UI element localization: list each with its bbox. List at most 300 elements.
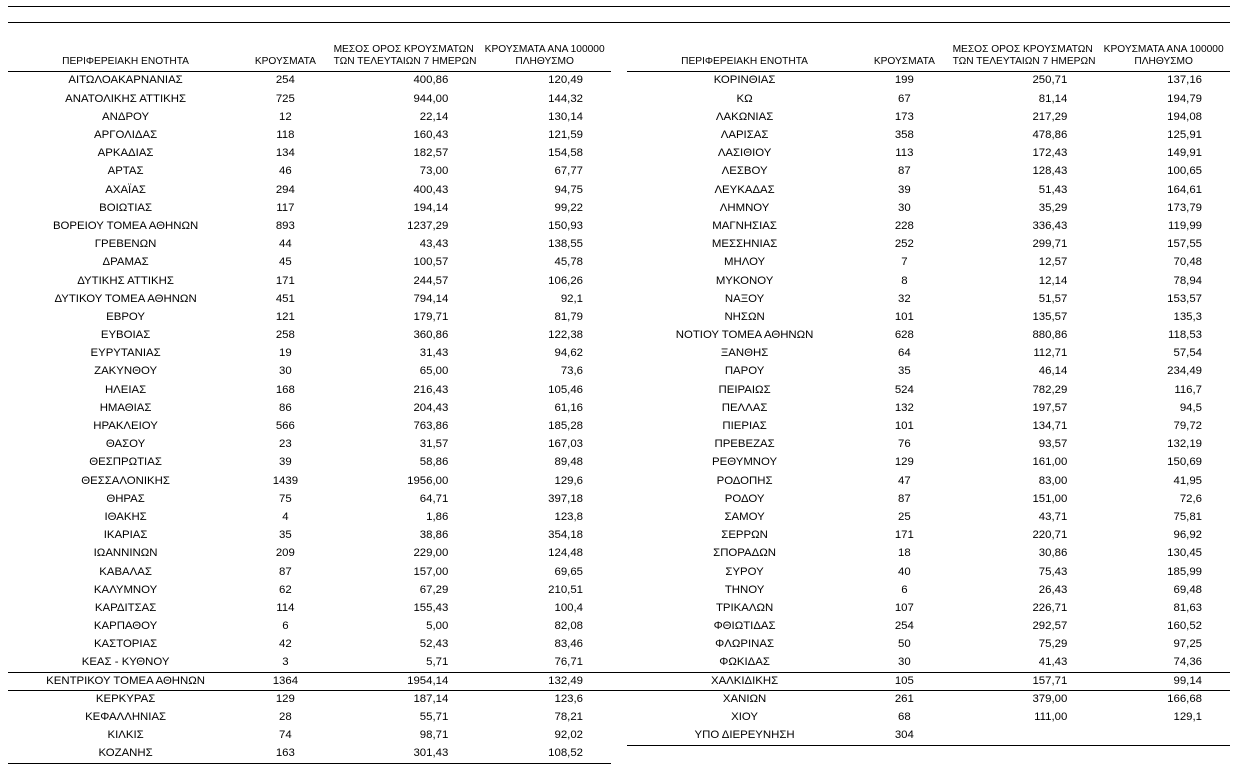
- cell-regional-unit: ΚΑΛΥΜΝΟΥ: [8, 581, 243, 599]
- cell-average-7days: 12,14: [947, 272, 1098, 290]
- cell-average-7days: 135,57: [947, 309, 1098, 327]
- tables-container: [0, 44, 1238, 764]
- cell-average-7days: 1,86: [328, 509, 479, 527]
- cell-regional-unit: ΗΡΑΚΛΕΙΟΥ: [8, 418, 243, 436]
- cell-average-7days: 244,57: [328, 272, 479, 290]
- cell-per-100000: 73,6: [478, 363, 611, 381]
- cases-table-right: [627, 44, 1230, 764]
- cell-cases: 173: [862, 108, 946, 126]
- cell-per-100000: 137,16: [1097, 72, 1230, 91]
- cell-average-7days: 51,43: [947, 181, 1098, 199]
- cell-cases: 62: [243, 581, 327, 599]
- cell-average-7days: 64,71: [328, 490, 479, 508]
- cell-cases: 261: [862, 690, 946, 708]
- cell-cases: 524: [862, 381, 946, 399]
- cell-regional-unit: ΚΕΝΤΡΙΚΟΥ ΤΟΜΕΑ ΑΘΗΝΩΝ: [8, 672, 243, 690]
- cell-average-7days: 880,86: [947, 327, 1098, 345]
- cell-average-7days: 5,00: [328, 618, 479, 636]
- cell-cases: 45: [243, 254, 327, 272]
- cell-cases: 40: [862, 563, 946, 581]
- empty-cell: [862, 746, 946, 764]
- table-row: [627, 472, 1230, 490]
- table-row: [8, 127, 611, 145]
- cell-per-100000: 100,65: [1097, 163, 1230, 181]
- cell-average-7days: 55,71: [328, 709, 479, 727]
- header-average-line1: ΜΕΣΟΣ ΟΡΟΣ ΚΡΟΥΣΜΑΤΩΝ: [953, 44, 1092, 56]
- cell-average-7days: 75,29: [947, 636, 1098, 654]
- cell-average-7days: 182,57: [328, 145, 479, 163]
- cell-cases: 117: [243, 199, 327, 217]
- cell-regional-unit: ΠΙΕΡΙΑΣ: [627, 418, 862, 436]
- cell-per-100000: 234,49: [1097, 363, 1230, 381]
- cell-average-7days: 161,00: [947, 454, 1098, 472]
- cell-cases: 86: [243, 399, 327, 417]
- cell-regional-unit: ΑΙΤΩΛΟΑΚΑΡΝΑΝΙΑΣ: [8, 72, 243, 91]
- empty-cell: [627, 746, 862, 764]
- cell-per-100000: 160,52: [1097, 618, 1230, 636]
- cell-regional-unit: ΛΑΚΩΝΙΑΣ: [627, 108, 862, 126]
- cell-cases: 42: [243, 636, 327, 654]
- cell-cases: 4: [243, 509, 327, 527]
- header-regional-unit: [627, 44, 862, 72]
- cell-cases: 44: [243, 236, 327, 254]
- cell-regional-unit: ΞΑΝΘΗΣ: [627, 345, 862, 363]
- table-row: [8, 199, 611, 217]
- cell-per-100000: 96,92: [1097, 527, 1230, 545]
- cell-cases: 113: [862, 145, 946, 163]
- cell-per-100000: 210,51: [478, 581, 611, 599]
- cell-per-100000: 354,18: [478, 527, 611, 545]
- table-row: [627, 127, 1230, 145]
- cell-cases: 252: [862, 236, 946, 254]
- cell-per-100000: 94,5: [1097, 399, 1230, 417]
- cell-average-7days: 128,43: [947, 163, 1098, 181]
- table-row: [8, 418, 611, 436]
- cell-average-7days: 98,71: [328, 727, 479, 745]
- table-row: [627, 272, 1230, 290]
- cell-average-7days: 155,43: [328, 600, 479, 618]
- top-rule-1: [8, 6, 1230, 7]
- table-row: [8, 509, 611, 527]
- cell-cases: 114: [243, 600, 327, 618]
- cell-average-7days: 204,43: [328, 399, 479, 417]
- cell-average-7days: 30,86: [947, 545, 1098, 563]
- cell-average-7days: 81,14: [947, 90, 1098, 108]
- cell-regional-unit: ΑΡΚΑΔΙΑΣ: [8, 145, 243, 163]
- cell-cases: 451: [243, 290, 327, 308]
- cell-average-7days: 944,00: [328, 90, 479, 108]
- cell-per-100000: 108,52: [478, 745, 611, 764]
- cell-cases: 23: [243, 436, 327, 454]
- cell-regional-unit: ΚΟΖΑΝΗΣ: [8, 745, 243, 764]
- cell-per-100000: 92,1: [478, 290, 611, 308]
- cell-cases: 725: [243, 90, 327, 108]
- table-row: [8, 690, 611, 708]
- cell-regional-unit: ΘΕΣΠΡΩΤΙΑΣ: [8, 454, 243, 472]
- cell-cases: 1439: [243, 472, 327, 490]
- cell-per-100000: 57,54: [1097, 345, 1230, 363]
- cell-regional-unit: ΡΟΔΟΥ: [627, 490, 862, 508]
- cell-regional-unit: ΡΟΔΟΠΗΣ: [627, 472, 862, 490]
- table-row: [627, 108, 1230, 126]
- cell-average-7days: 1956,00: [328, 472, 479, 490]
- cell-per-100000: 125,91: [1097, 127, 1230, 145]
- cell-per-100000: 69,48: [1097, 581, 1230, 599]
- cell-regional-unit: ΦΛΩΡΙΝΑΣ: [627, 636, 862, 654]
- cell-per-100000: 82,08: [478, 618, 611, 636]
- table-row: [8, 145, 611, 163]
- bottom-rule-2: [8, 690, 1230, 691]
- table-row: [627, 436, 1230, 454]
- cell-average-7days: 41,43: [947, 654, 1098, 672]
- cell-cases: 87: [243, 563, 327, 581]
- cell-cases: 67: [862, 90, 946, 108]
- cell-average-7days: 38,86: [328, 527, 479, 545]
- table-row: [8, 709, 611, 727]
- cell-regional-unit: ΚΙΛΚΙΣ: [8, 727, 243, 745]
- table-row: [627, 454, 1230, 472]
- cell-regional-unit: ΜΕΣΣΗΝΙΑΣ: [627, 236, 862, 254]
- cell-cases: 39: [243, 454, 327, 472]
- cell-per-100000: 194,79: [1097, 90, 1230, 108]
- table-row: [8, 490, 611, 508]
- cell-cases: 358: [862, 127, 946, 145]
- table-filler-row: [627, 746, 1230, 764]
- table-row: [627, 72, 1230, 91]
- cell-regional-unit: ΛΕΥΚΑΔΑΣ: [627, 181, 862, 199]
- cell-average-7days: 93,57: [947, 436, 1098, 454]
- header-row: [8, 44, 611, 72]
- cell-average-7days: 31,43: [328, 345, 479, 363]
- table-row: [8, 163, 611, 181]
- cell-per-100000: 41,95: [1097, 472, 1230, 490]
- table-row: [627, 199, 1230, 217]
- cell-per-100000: 97,25: [1097, 636, 1230, 654]
- cell-per-100000: 106,26: [478, 272, 611, 290]
- cell-regional-unit: ΠΕΛΛΑΣ: [627, 399, 862, 417]
- cell-regional-unit: ΒΟΡΕΙΟΥ ΤΟΜΕΑ ΑΘΗΝΩΝ: [8, 218, 243, 236]
- cell-average-7days: 52,43: [328, 636, 479, 654]
- cell-regional-unit: ΛΕΣΒΟΥ: [627, 163, 862, 181]
- table-row: [8, 108, 611, 126]
- cell-cases: 47: [862, 472, 946, 490]
- cell-cases: 32: [862, 290, 946, 308]
- cell-per-100000: 120,49: [478, 72, 611, 91]
- table-row: [627, 309, 1230, 327]
- table-row: [8, 399, 611, 417]
- cell-regional-unit: ΚΑΣΤΟΡΙΑΣ: [8, 636, 243, 654]
- cell-regional-unit: ΘΗΡΑΣ: [8, 490, 243, 508]
- table-row: [627, 618, 1230, 636]
- cell-per-100000: 76,71: [478, 654, 611, 672]
- cell-regional-unit: ΘΑΣΟΥ: [8, 436, 243, 454]
- cell-per-100000: 118,53: [1097, 327, 1230, 345]
- cell-average-7days: [947, 727, 1098, 746]
- table-row: [8, 309, 611, 327]
- cell-cases: 68: [862, 709, 946, 727]
- cell-cases: 30: [243, 363, 327, 381]
- header-regional-unit-line2: ΠΕΡΙΦΕΡΕΙΑΚΗ ΕΝΟΤΗΤΑ: [633, 56, 856, 68]
- cell-average-7days: 226,71: [947, 600, 1098, 618]
- cell-average-7days: 179,71: [328, 309, 479, 327]
- table-row: [627, 327, 1230, 345]
- table-row: [627, 345, 1230, 363]
- cell-per-100000: 164,61: [1097, 181, 1230, 199]
- cell-cases: 228: [862, 218, 946, 236]
- table-row: [8, 327, 611, 345]
- cell-cases: 209: [243, 545, 327, 563]
- table-body-right: [627, 72, 1230, 764]
- cell-cases: 3: [243, 654, 327, 672]
- cell-regional-unit: ΣΠΟΡΑΔΩΝ: [627, 545, 862, 563]
- cell-per-100000: 69,65: [478, 563, 611, 581]
- cell-regional-unit: ΠΡΕΒΕΖΑΣ: [627, 436, 862, 454]
- cell-cases: 39: [862, 181, 946, 199]
- cell-per-100000: 79,72: [1097, 418, 1230, 436]
- cell-cases: 628: [862, 327, 946, 345]
- cell-regional-unit: ΠΕΙΡΑΙΩΣ: [627, 381, 862, 399]
- table-row: [8, 581, 611, 599]
- cell-regional-unit: ΧΙΟΥ: [627, 709, 862, 727]
- cell-regional-unit: ΒΟΙΩΤΙΑΣ: [8, 199, 243, 217]
- table-row: [8, 527, 611, 545]
- cell-per-100000: 81,63: [1097, 600, 1230, 618]
- cell-per-100000: 150,69: [1097, 454, 1230, 472]
- cell-per-100000: 194,08: [1097, 108, 1230, 126]
- table-header-right: [627, 44, 1230, 72]
- cell-average-7days: 112,71: [947, 345, 1098, 363]
- cell-per-100000: 70,48: [1097, 254, 1230, 272]
- table-row: [8, 381, 611, 399]
- cell-per-100000: 119,99: [1097, 218, 1230, 236]
- header-cases-line2: ΚΡΟΥΣΜΑΤΑ: [868, 56, 940, 68]
- cell-average-7days: 336,43: [947, 218, 1098, 236]
- cell-cases: 12: [243, 108, 327, 126]
- table-row: [8, 727, 611, 745]
- cell-regional-unit: ΔΥΤΙΚΟΥ ΤΟΜΕΑ ΑΘΗΝΩΝ: [8, 290, 243, 308]
- cell-cases: 171: [243, 272, 327, 290]
- header-regional-unit: [8, 44, 243, 72]
- cell-cases: 50: [862, 636, 946, 654]
- cell-cases: 28: [243, 709, 327, 727]
- cell-per-100000: 72,6: [1097, 490, 1230, 508]
- cell-average-7days: 111,00: [947, 709, 1098, 727]
- cell-average-7days: 187,14: [328, 690, 479, 708]
- cell-average-7days: 160,43: [328, 127, 479, 145]
- table-row: [627, 490, 1230, 508]
- cell-average-7days: 400,86: [328, 72, 479, 91]
- cell-regional-unit: ΝΑΞΟΥ: [627, 290, 862, 308]
- cell-per-100000: 153,57: [1097, 290, 1230, 308]
- table-row: [8, 636, 611, 654]
- table-row: [627, 254, 1230, 272]
- cell-regional-unit: ΚΩ: [627, 90, 862, 108]
- cell-cases: 132: [862, 399, 946, 417]
- cell-average-7days: 299,71: [947, 236, 1098, 254]
- table-row: [8, 272, 611, 290]
- cell-regional-unit: ΚΕΦΑΛΛΗΝΙΑΣ: [8, 709, 243, 727]
- header-row: [627, 44, 1230, 72]
- cell-regional-unit: ΑΡΓΟΛΙΔΑΣ: [8, 127, 243, 145]
- cell-regional-unit: ΠΑΡΟΥ: [627, 363, 862, 381]
- cell-regional-unit: ΗΛΕΙΑΣ: [8, 381, 243, 399]
- empty-cell: [1097, 746, 1230, 764]
- table-row: [8, 290, 611, 308]
- cell-average-7days: 43,43: [328, 236, 479, 254]
- cell-regional-unit: ΣΑΜΟΥ: [627, 509, 862, 527]
- cell-per-100000: 89,48: [478, 454, 611, 472]
- cell-average-7days: 220,71: [947, 527, 1098, 545]
- table-header-left: [8, 44, 611, 72]
- cell-cases: 118: [243, 127, 327, 145]
- cell-regional-unit: ΓΡΕΒΕΝΩΝ: [8, 236, 243, 254]
- cell-average-7days: 197,57: [947, 399, 1098, 417]
- cell-per-100000: 130,45: [1097, 545, 1230, 563]
- cell-average-7days: 67,29: [328, 581, 479, 599]
- cell-cases: 7: [862, 254, 946, 272]
- cell-cases: 258: [243, 327, 327, 345]
- table-row: [627, 399, 1230, 417]
- bottom-rule-1: [8, 672, 1230, 673]
- cell-cases: 101: [862, 418, 946, 436]
- header-regional-unit-line2: ΠΕΡΙΦΕΡΕΙΑΚΗ ΕΝΟΤΗΤΑ: [14, 56, 237, 68]
- table-row: [627, 418, 1230, 436]
- cell-per-100000: 92,02: [478, 727, 611, 745]
- table-row: [627, 145, 1230, 163]
- table-row: [8, 654, 611, 672]
- cell-cases: 35: [862, 363, 946, 381]
- header-cases: [862, 44, 946, 72]
- table-row: [8, 672, 611, 690]
- table-body-left: [8, 72, 611, 764]
- cell-regional-unit: ΙΩΑΝΝΙΝΩΝ: [8, 545, 243, 563]
- cell-regional-unit: ΥΠΟ ΔΙΕΡΕΥΝΗΣΗ: [627, 727, 862, 746]
- cell-regional-unit: ΤΡΙΚΑΛΩΝ: [627, 600, 862, 618]
- cell-regional-unit: ΧΑΛΚΙΔΙΚΗΣ: [627, 672, 862, 690]
- cell-per-100000: 105,46: [478, 381, 611, 399]
- header-cases: [243, 44, 327, 72]
- cell-per-100000: 132,19: [1097, 436, 1230, 454]
- table-row: [627, 600, 1230, 618]
- header-cases-line2: ΚΡΟΥΣΜΑΤΑ: [249, 56, 321, 68]
- cell-regional-unit: ΚΕΑΣ - ΚΥΘΝΟΥ: [8, 654, 243, 672]
- cell-per-100000: 138,55: [478, 236, 611, 254]
- cell-per-100000: 74,36: [1097, 654, 1230, 672]
- table-row: [627, 381, 1230, 399]
- top-rule-2: [8, 22, 1230, 23]
- cell-regional-unit: ΔΥΤΙΚΗΣ ΑΤΤΙΚΗΣ: [8, 272, 243, 290]
- cell-per-100000: 122,38: [478, 327, 611, 345]
- cell-per-100000: 121,59: [478, 127, 611, 145]
- table-row: [627, 218, 1230, 236]
- header-per-line1: ΚΡΟΥΣΜΑΤΑ ΑΝΑ 100000: [1103, 44, 1224, 56]
- cell-cases: 294: [243, 181, 327, 199]
- cell-average-7days: 134,71: [947, 418, 1098, 436]
- table-row: [8, 218, 611, 236]
- cell-cases: 30: [862, 654, 946, 672]
- cell-cases: 199: [862, 72, 946, 91]
- cell-average-7days: 5,71: [328, 654, 479, 672]
- cell-average-7days: 216,43: [328, 381, 479, 399]
- cell-cases: 134: [243, 145, 327, 163]
- cell-regional-unit: ΑΝΔΡΟΥ: [8, 108, 243, 126]
- cell-cases: 254: [862, 618, 946, 636]
- cell-average-7days: 250,71: [947, 72, 1098, 91]
- cell-per-100000: 154,58: [478, 145, 611, 163]
- cell-cases: 1364: [243, 672, 327, 690]
- table-row: [627, 636, 1230, 654]
- cell-cases: 107: [862, 600, 946, 618]
- cell-cases: 129: [243, 690, 327, 708]
- cell-cases: 304: [862, 727, 946, 746]
- table-row: [8, 345, 611, 363]
- table-row: [627, 236, 1230, 254]
- cell-average-7days: 83,00: [947, 472, 1098, 490]
- table-row: [627, 163, 1230, 181]
- cell-per-100000: 167,03: [478, 436, 611, 454]
- cell-average-7days: 65,00: [328, 363, 479, 381]
- table-row: [8, 618, 611, 636]
- table-row: [8, 745, 611, 764]
- table-row: [627, 545, 1230, 563]
- cell-regional-unit: ΕΥΒΟΙΑΣ: [8, 327, 243, 345]
- cell-per-100000: 129,6: [478, 472, 611, 490]
- cell-per-100000: 78,21: [478, 709, 611, 727]
- cell-cases: 25: [862, 509, 946, 527]
- table-row: [627, 709, 1230, 727]
- cell-average-7days: 379,00: [947, 690, 1098, 708]
- table-row: [627, 690, 1230, 708]
- cell-per-100000: 144,32: [478, 90, 611, 108]
- table-row: [627, 290, 1230, 308]
- cell-cases: 566: [243, 418, 327, 436]
- cell-per-100000: 100,4: [478, 600, 611, 618]
- table-row: [627, 563, 1230, 581]
- cell-average-7days: 360,86: [328, 327, 479, 345]
- table-row: [8, 545, 611, 563]
- cell-regional-unit: ΕΥΡΥΤΑΝΙΑΣ: [8, 345, 243, 363]
- table-row: [627, 654, 1230, 672]
- cell-regional-unit: ΧΑΝΙΩΝ: [627, 690, 862, 708]
- cell-cases: 19: [243, 345, 327, 363]
- cell-average-7days: 46,14: [947, 363, 1098, 381]
- header-average-7days: [328, 44, 479, 72]
- cell-average-7days: 35,29: [947, 199, 1098, 217]
- cell-cases: 87: [862, 490, 946, 508]
- right-table-block: [619, 44, 1238, 764]
- cell-average-7days: 151,00: [947, 490, 1098, 508]
- cell-regional-unit: ΝΗΣΩΝ: [627, 309, 862, 327]
- cell-cases: 8: [862, 272, 946, 290]
- cell-cases: 101: [862, 309, 946, 327]
- cell-average-7days: 100,57: [328, 254, 479, 272]
- header-average-7days: [947, 44, 1098, 72]
- cell-average-7days: 301,43: [328, 745, 479, 764]
- cell-average-7days: 157,71: [947, 672, 1098, 690]
- table-row: [627, 672, 1230, 690]
- cell-cases: 6: [243, 618, 327, 636]
- header-per-line2: ΠΛΗΘΥΣΜΟ: [1103, 56, 1224, 68]
- cell-regional-unit: ΜΑΓΝΗΣΙΑΣ: [627, 218, 862, 236]
- cell-average-7days: 22,14: [328, 108, 479, 126]
- cell-per-100000: 81,79: [478, 309, 611, 327]
- cell-regional-unit: ΣΥΡΟΥ: [627, 563, 862, 581]
- table-row: [627, 527, 1230, 545]
- cell-cases: 893: [243, 218, 327, 236]
- cell-per-100000: 157,55: [1097, 236, 1230, 254]
- cell-average-7days: 31,57: [328, 436, 479, 454]
- table-row: [8, 363, 611, 381]
